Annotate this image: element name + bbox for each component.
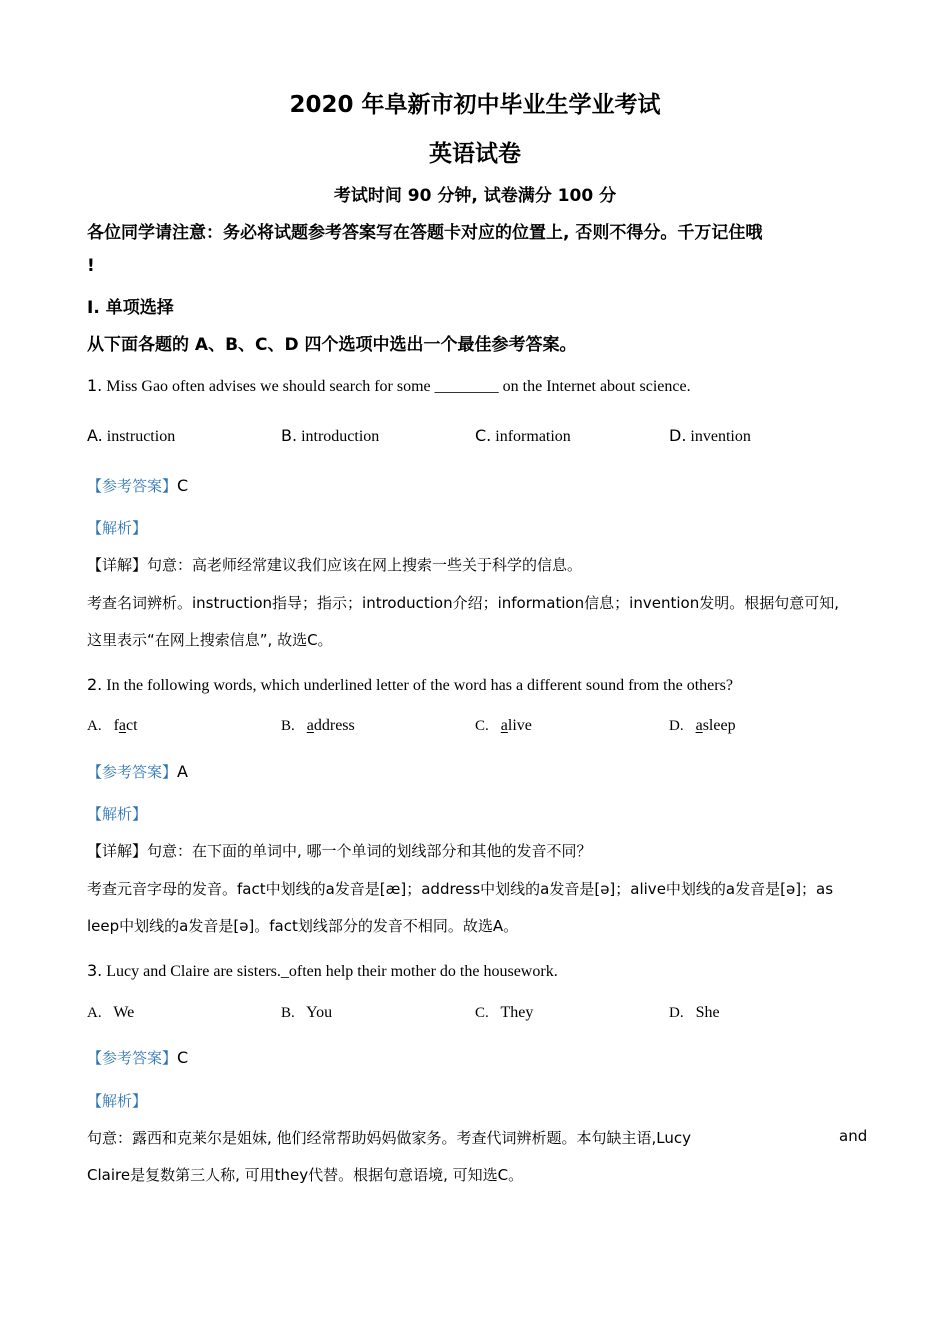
q3-explain-line-1b: and — [839, 1127, 868, 1145]
question-number: 3. — [87, 961, 103, 980]
q1-detail: 【详解】句意：高老师经常建议我们应该在网上搜索一些关于科学的信息。 — [87, 556, 583, 574]
question-2 — [87, 675, 733, 695]
q3-analysis-label: 【解析】 — [87, 1092, 148, 1110]
notice-line-2: ! — [87, 256, 95, 276]
q1-option-a: A. instruction — [87, 426, 176, 445]
q2-option-c: C. alive — [475, 717, 532, 734]
q2-answer — [87, 761, 188, 782]
q2-option-a: A. fact — [87, 717, 138, 734]
q2-explain-line-1: 考查元音字母的发音。fact中划线的a发音是[æ]；address中划线的a发音是[ə]；alive中划线的a发音是[ə]；as — [87, 880, 834, 898]
answer-value: A — [177, 762, 188, 781]
q1-option-b: B. introduction — [281, 426, 380, 445]
notice-line-1: 各位同学请注意：务必将试题参考答案写在答题卡对应的位置上, 否则不得分。千万记住哦 — [87, 223, 763, 243]
q2-detail: 【详解】句意：在下面的单词中, 哪一个单词的划线部分和其他的发音不同？ — [87, 842, 592, 860]
q1-explain-line-1: 考查名词辨析。instruction指导；指示；introduction介绍；information信息；invention发明。根据句意可知, — [87, 594, 839, 612]
q3-explain-line-1a: 句意：露西和克莱尔是姐妹, 他们经常帮助妈妈做家务。考查代词辨析题。本句缺主语,Lucy — [87, 1129, 692, 1147]
q3-answer — [87, 1047, 188, 1068]
answer-label: 【参考答案】 — [87, 477, 178, 495]
q1-analysis-label: 【解析】 — [87, 519, 148, 537]
q3-option-c: C. They — [475, 1004, 534, 1021]
question-text: In the following words, which underlined letter of the word has a different sound from the others? — [106, 677, 733, 694]
section-heading: I. 单项选择 — [87, 298, 174, 318]
question-number: 1. — [87, 376, 103, 395]
q3-option-d: D. She — [669, 1004, 720, 1021]
question-1 — [87, 376, 691, 396]
question-3 — [87, 961, 558, 981]
q2-option-d: D. asleep — [669, 717, 736, 734]
q2-analysis-label: 【解析】 — [87, 805, 148, 823]
q3-option-b: B. You — [281, 1004, 333, 1021]
q2-explain-line-2: leep中划线的a发音是[ə]。fact划线部分的发音不相同。故选A。 — [87, 917, 519, 935]
page-subtitle: 英语试卷 — [429, 141, 521, 167]
q1-option-c: C. information — [475, 426, 571, 445]
exam-info: 考试时间 90 分钟, 试卷满分 100 分 — [333, 186, 617, 206]
page-title: 2020 年阜新市初中毕业生学业考试 — [289, 92, 661, 118]
q1-option-d: D. invention — [669, 426, 751, 445]
answer-label: 【参考答案】 — [87, 763, 178, 781]
answer-label: 【参考答案】 — [87, 1049, 178, 1067]
q1-answer — [87, 475, 188, 496]
answer-value: C — [177, 1048, 189, 1067]
q3-explain-line-2: Claire是复数第三人称, 可用they代替。根据句意语境, 可知选C。 — [87, 1166, 524, 1184]
question-number: 2. — [87, 675, 103, 694]
q1-explain-line-2: 这里表示“在网上搜索信息”, 故选C。 — [87, 631, 333, 649]
answer-value: C — [177, 476, 189, 495]
q2-option-b: B. address — [281, 717, 355, 734]
question-text: Lucy and Claire are sisters._often help their mother do the housework. — [106, 963, 558, 980]
section-instruction: 从下面各题的 A、B、C、D 四个选项中选出一个最佳参考答案。 — [87, 335, 577, 355]
q3-option-a: A. We — [87, 1004, 135, 1021]
question-text: Miss Gao often advises we should search for some ________ on the Internet about science. — [106, 378, 691, 395]
